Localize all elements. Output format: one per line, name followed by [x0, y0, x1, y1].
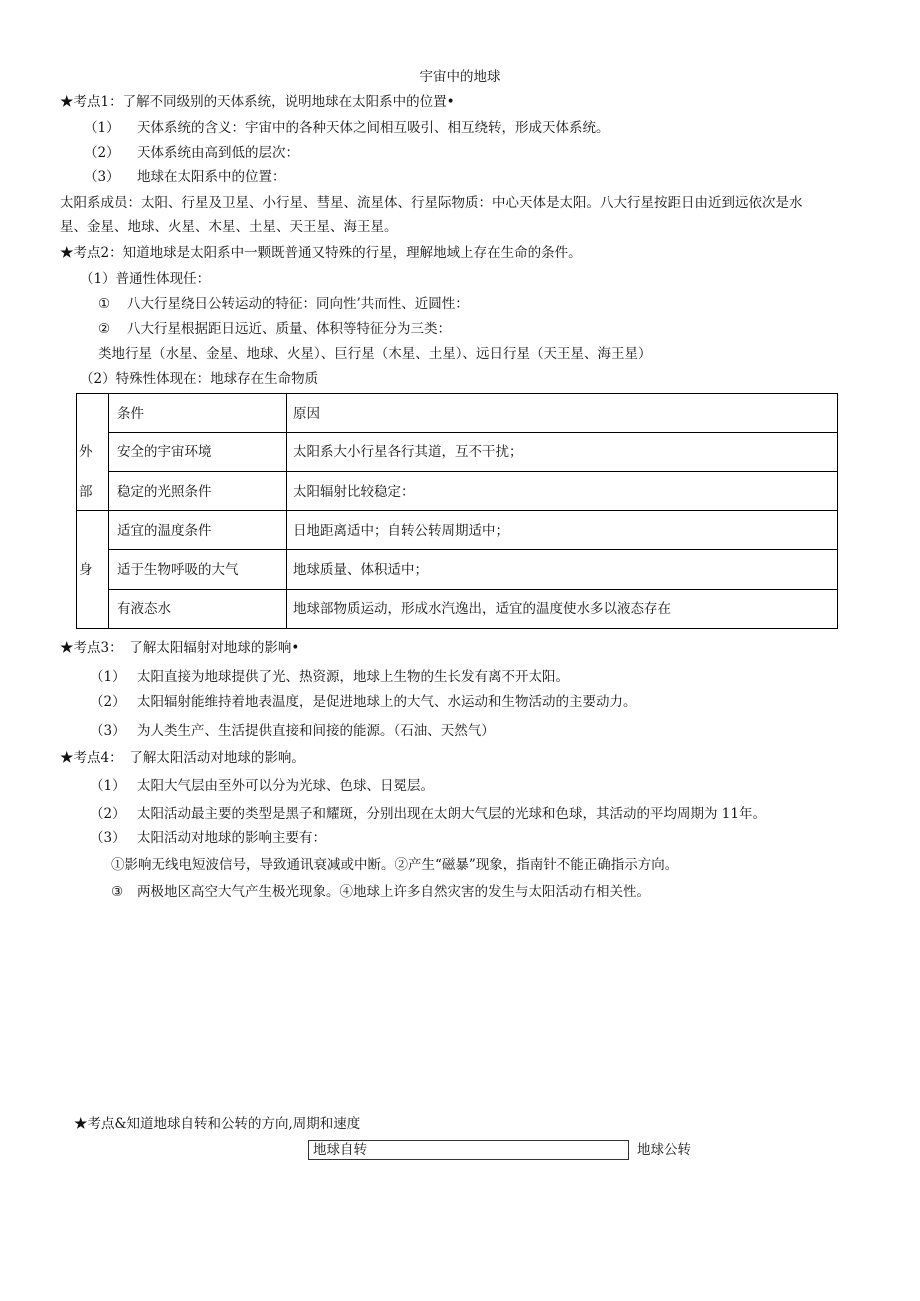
section-3-item-3-number: （3）: [90, 723, 126, 739]
table-row-5-condition: 有液态水: [117, 601, 171, 617]
group-label-outer-2: 部: [79, 484, 93, 500]
section-3-item-1-number: （1）: [90, 669, 126, 685]
section-1-item-1-text: 天体系统的含义：宇宙中的各种天体之间相互吸引、相互绕转，形成天体系统。: [137, 120, 610, 136]
section-3-heading: ★考点3： 了解太阳辐射对地球的影响•: [60, 640, 300, 656]
section-1-item-2-number: （2）: [84, 145, 120, 161]
section-3-item-2-text: 太阳辐射能维持着地表温度，是促进地球上的大气、水运动和生物活动的主要动力。: [137, 694, 637, 710]
section-4-item-1-text: 太阳大气层由至外可以分为光球、色球、日冕层。: [137, 778, 434, 794]
earth-rotation-box: [308, 1140, 629, 1160]
section-4-item-2-number: （2）: [90, 806, 126, 822]
section-2-item-2: （2）特殊性体现在：地球存在生命物质: [80, 371, 319, 387]
table-row-3-reason: 日地距离适中；自转公转周期适中；: [293, 523, 509, 539]
solar-activity-effect-2-number: ③: [111, 884, 124, 900]
solar-system-members-line-2: 星、金星、地球、火星、木星、土星、天王星、海王星。: [60, 219, 398, 235]
section-1-item-3-number: （3）: [84, 169, 120, 185]
section-1-item-3-text: 地球在太阳系中的位置：: [137, 169, 286, 185]
table-row-4-reason: 地球质量、体积适中；: [293, 562, 428, 578]
life-conditions-table: [76, 393, 838, 629]
header-condition: 条件: [117, 406, 144, 422]
table-row-2-condition: 稳定的光照条件: [117, 484, 212, 500]
section-1-heading: ★考点1：了解不同级别的天体系统，说明地球在太阳系中的位置•: [60, 94, 455, 110]
table-row-4-condition: 适于生物呼吸的大气: [117, 562, 239, 578]
section-5-heading: ★考点&知道地球自转和公转的方向,周期和速度: [74, 1116, 361, 1132]
section-3-item-3-text: 为人类生产、生活提供直接和间接的能源。（石油、天然气）: [137, 723, 495, 739]
section-4-item-1-number: （1）: [90, 778, 126, 794]
section-4-heading: ★考点4： 了解太阳活动对地球的影响。: [60, 750, 305, 766]
section-2-sub-1-number: ①: [98, 296, 111, 312]
section-4-item-3-text: 太阳活动对地球的影响主要有：: [137, 830, 326, 846]
section-1-item-1-number: （1）: [84, 120, 120, 136]
group-label-outer-1: 外: [79, 444, 93, 460]
table-row-1-condition: 安全的宇宙环境: [117, 444, 212, 460]
section-3-item-2-number: （2）: [90, 694, 126, 710]
section-2-heading: ★考点2：知道地球是太阳系中一颗既普通又特殊的行星，理解地域上存在生命的条件。: [60, 245, 582, 261]
section-2-sub-2-number: ②: [98, 321, 111, 337]
group-label-self: 身: [79, 562, 93, 578]
earth-revolution-label: 地球公转: [637, 1142, 691, 1158]
section-1-item-2-text: 天体系统由高到低的层次：: [137, 145, 299, 161]
planet-classes: 类地行星（水星、金星、地球、火星）、巨行星（木星、土星）、远日行星（天王星、海王星）: [98, 346, 652, 362]
header-reason: 原因: [293, 406, 320, 422]
solar-activity-effect-2-text: 两极地区高空大气产生极光现象。④地球上许多自然灾害的发生与太阳活动冇相关性。: [137, 884, 650, 900]
solar-system-members-line-1: 太阳系成员：太阳、行星及卫星、小行星、彗星、流星体、行星际物质：中心天体是太阳。八大行星按距日由近到远依次是水: [60, 195, 803, 211]
page-title: 宇宙中的地球: [419, 69, 501, 85]
section-3-item-1-text: 太阳直接为地球提供了光、热资源，地球上生物的生长发有离不开太阳。: [137, 669, 569, 685]
solar-activity-effect-1: ①影响无线电短波信号，导致通讯衰减或中断。②产生“磁暴”现象，指南针不能正确指示方向。: [111, 857, 679, 873]
section-4-item-2-text: 太阳活动最主要的类型是黑子和耀斑，分别出现在太朗大气层的光球和色球，其活动的平均周期为 11年。: [137, 806, 766, 822]
section-2-sub-1-text: 八大行星绕日公转运动的特征：同向性’共而性、近圆性：: [127, 296, 469, 312]
earth-rotation-label: 地球自转: [313, 1142, 367, 1158]
section-2-sub-2-text: 八大行星根据距日远近、质量、体积等特征分为三类：: [127, 321, 451, 337]
table-row-1-reason: 太阳系大小行星各行其道，互不干扰；: [293, 444, 523, 460]
section-4-item-3-number: （3）: [90, 830, 126, 846]
section-2-item-1: （1）普通性体现任：: [80, 271, 211, 287]
table-row-3-condition: 适宜的温度条件: [117, 523, 212, 539]
table-row-5-reason: 地球部物质运动，形成水汽逸出，适宜的温度使水多以液态存在: [293, 601, 671, 617]
table-row-2-reason: 太阳辐射比较稳定：: [293, 484, 415, 500]
